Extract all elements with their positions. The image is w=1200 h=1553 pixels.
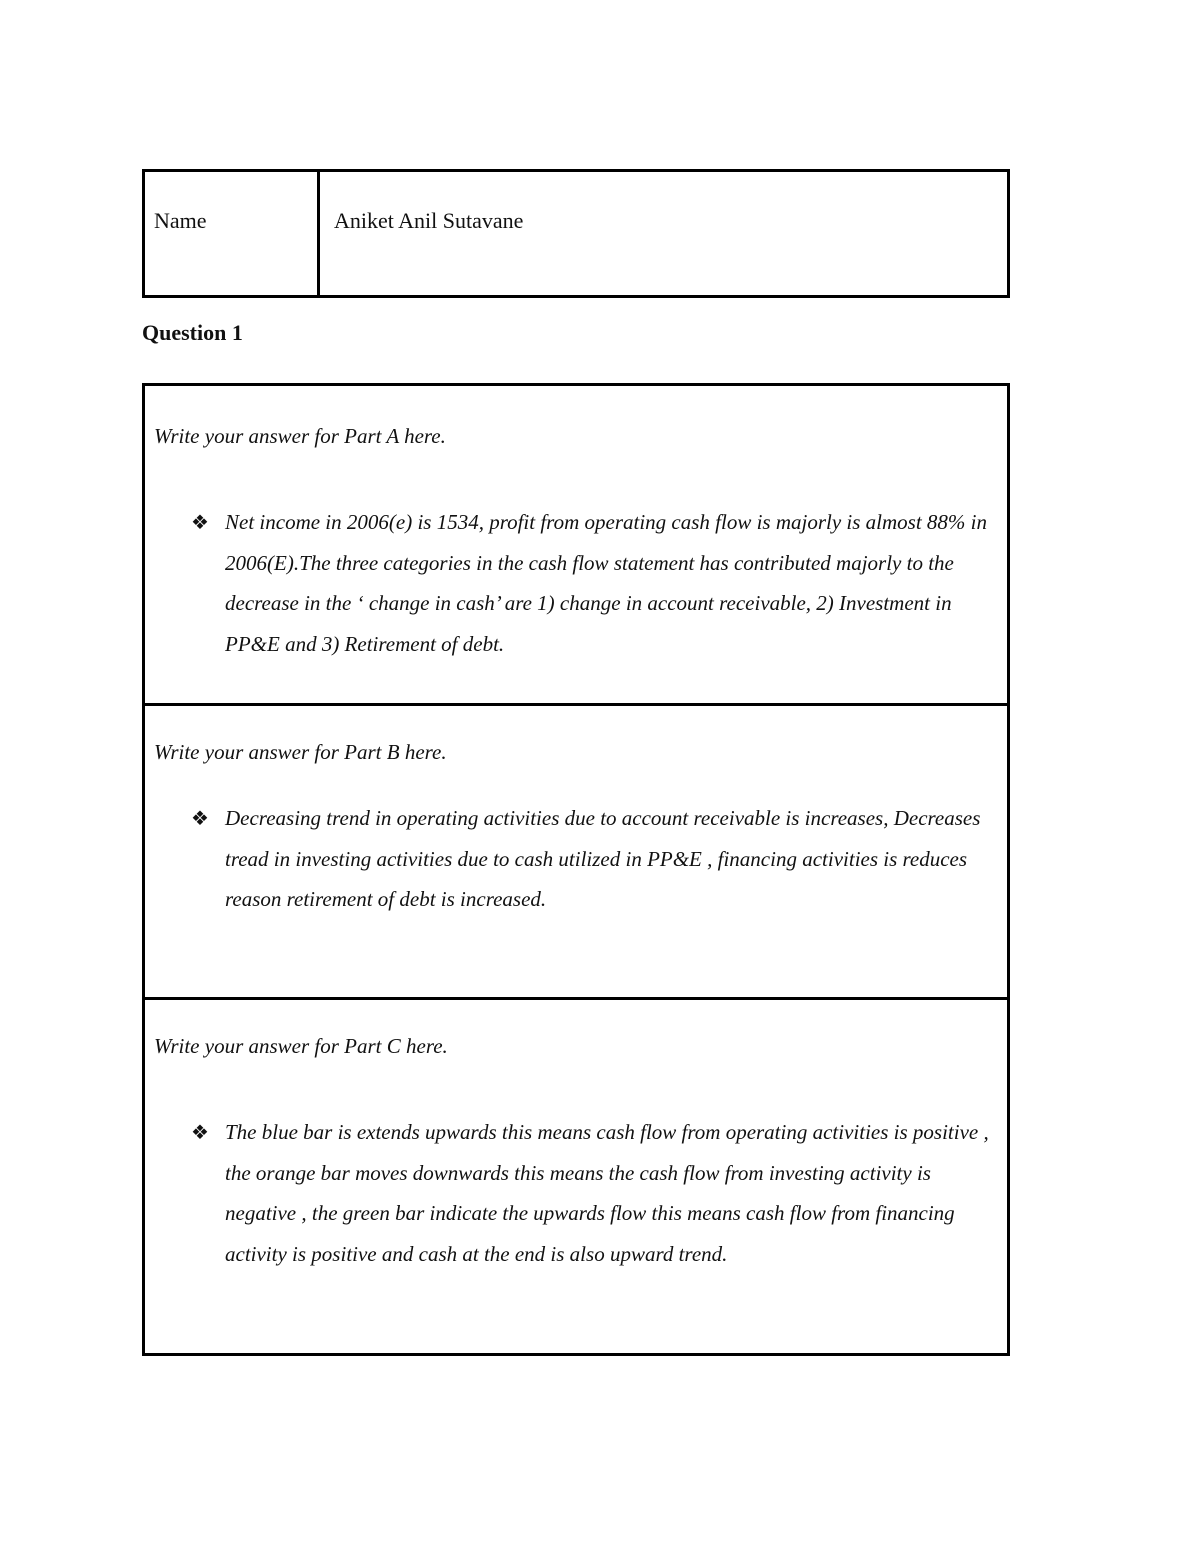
part-b-answer-text: Decreasing trend in operating activities due to account receivable is increases, Decreases tread in investing activities due to cash utilized in PP&E , financing activities is reduces reason retirement of debt is increased.	[225, 806, 981, 911]
question-heading: Question 1	[142, 320, 243, 345]
part-a-answer-text: Net income in 2006(e) is 1534, profit from operating cash flow is majorly is almost 88% in 2006(E).The three categories in the cash flow statement has contributed majorly to the decrease in the ‘ change in cash’ are 1) change in account receivable, 2) Investment in PP&E and 3) Retirement of debt.	[225, 510, 987, 656]
part-c-prompt: Write your answer for Part C here.	[154, 1034, 448, 1058]
answer-part-b	[145, 706, 1007, 1000]
answers-table	[142, 383, 1010, 1356]
name-value-cell	[320, 172, 1007, 295]
name-table	[142, 169, 1010, 298]
name-label-cell	[145, 172, 320, 295]
part-a-prompt: Write your answer for Part A here.	[154, 424, 446, 448]
answer-part-a	[145, 386, 1007, 706]
four-diamond-bullet-icon: ❖	[191, 806, 209, 830]
four-diamond-bullet-icon: ❖	[191, 1120, 209, 1144]
part-c-answer-text: The blue bar is extends upwards this means cash flow from operating activities is positive , the orange bar moves downwards this means the cash flow from investing activity is negative , the green bar indicate the upwards flow this means cash flow from financing activity is positive and cash at the end is also upward trend.	[225, 1120, 989, 1266]
part-b-prompt: Write your answer for Part B here.	[154, 740, 447, 764]
answer-part-c	[145, 1000, 1007, 1353]
four-diamond-bullet-icon: ❖	[191, 510, 209, 534]
name-value: Aniket Anil Sutavane	[334, 208, 524, 233]
name-label: Name	[154, 208, 207, 233]
